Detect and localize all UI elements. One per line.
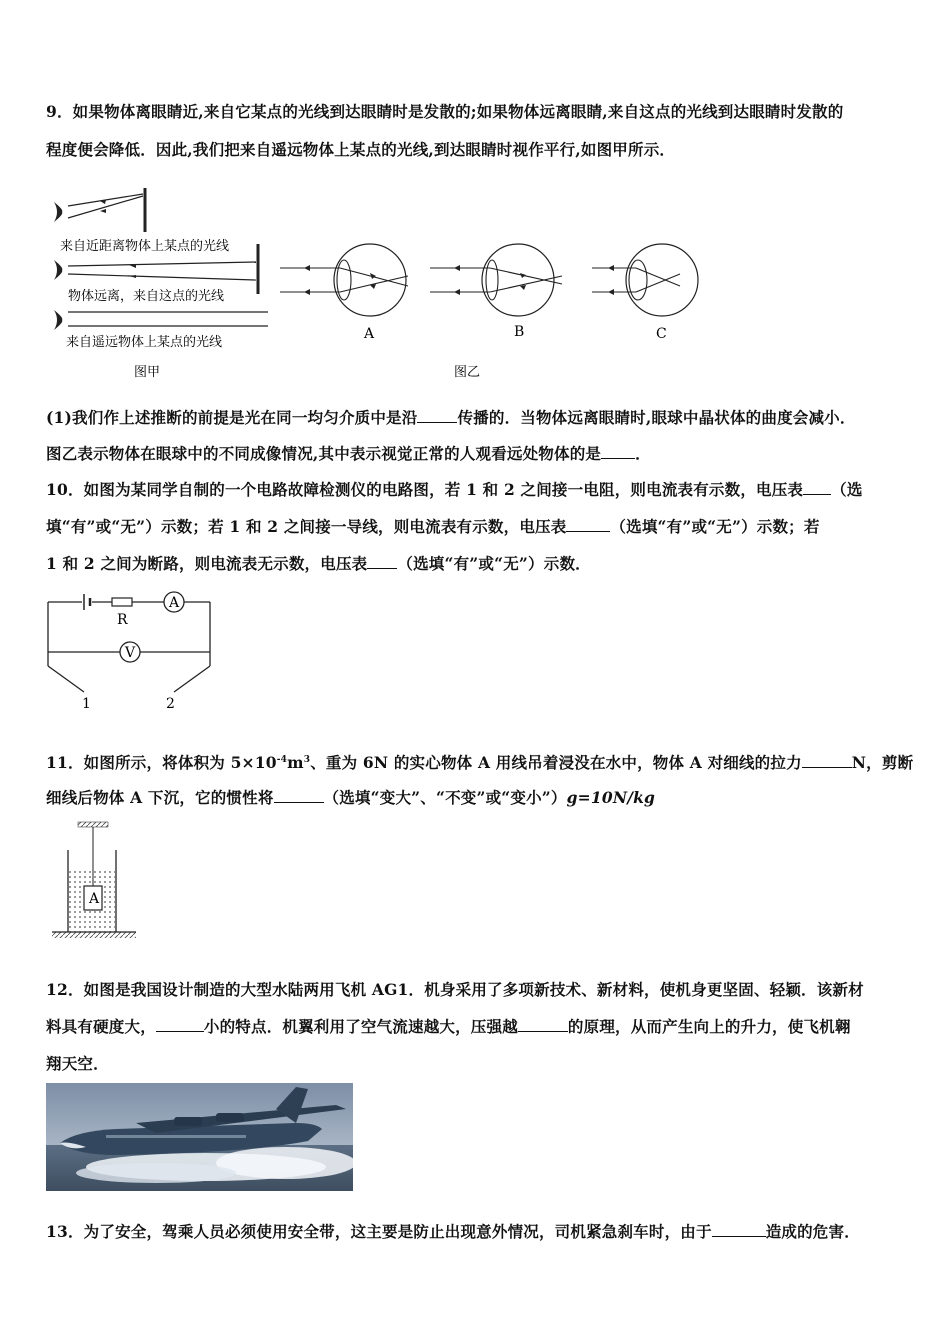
q9-sub1-text-d: ． bbox=[635, 444, 651, 463]
q11-line-2 bbox=[46, 788, 910, 808]
answer-blank[interactable] bbox=[156, 1017, 204, 1032]
figure-jia bbox=[46, 184, 276, 384]
q11-exponent: -4 bbox=[276, 755, 288, 765]
answer-blank[interactable] bbox=[367, 554, 397, 569]
q9-line-1: 9．如果物体离眼睛近,来自它某点的光线到达眼睛时是发散的;如果物体远离眼睛,来自这点的光线到达眼睛时发散的 bbox=[46, 102, 844, 121]
q10-text-d: （选填“有”或“无”）示数；若 bbox=[610, 517, 820, 536]
circuit-diagram bbox=[40, 590, 220, 720]
answer-blank[interactable] bbox=[803, 480, 831, 495]
q12-line-1: 12．如图是我国设计制造的大型水陆两用飞机 AG1．机身采用了多项新技术、新材料，使机身更坚固、轻颖．该新材 bbox=[46, 980, 864, 999]
eye-icon bbox=[54, 310, 62, 330]
q11-exponent-2: 3 bbox=[303, 755, 311, 765]
q11-gravity: g=10N/kg bbox=[566, 788, 656, 807]
q10-line-2 bbox=[46, 517, 910, 537]
eye-diagram-a bbox=[280, 244, 408, 342]
fig-jia-label-2: 物体远离，来自这点的光线 bbox=[68, 289, 225, 304]
q11-text-c: 、重为 6N 的实心物体 A 用线吊着浸没在水中，物体 A 对细线的拉力 bbox=[310, 753, 802, 773]
q10-text-b: （选 bbox=[831, 480, 863, 499]
q12-line-2 bbox=[46, 1017, 910, 1037]
eye-icon bbox=[54, 260, 62, 280]
q12-text-c: 的原理，从而产生向上的升力，使飞机翱 bbox=[567, 1017, 851, 1036]
q12-text-a: 料具有硬度大， bbox=[46, 1017, 156, 1036]
q9-sub1-text-a: (1)我们作上述推断的前提是光在同一均匀介质中是沿 bbox=[46, 408, 418, 427]
q9-sub1-text-b: 传播的．当物体远离眼睛时,眼球中晶状体的曲度会减小． bbox=[457, 408, 856, 427]
terminal-1-label: 1 bbox=[82, 696, 91, 712]
q10-line-3 bbox=[46, 554, 910, 574]
answer-blank[interactable] bbox=[601, 444, 635, 459]
eye-label-b: B bbox=[514, 324, 525, 340]
object-a-label: A bbox=[89, 891, 100, 907]
q11-text-e: 细线后物体 A 下沉，它的惯性将 bbox=[46, 788, 274, 807]
container-figure bbox=[48, 820, 148, 946]
answer-blank[interactable] bbox=[518, 1017, 568, 1032]
fig-yi-caption: 图乙 bbox=[454, 365, 481, 380]
terminal-2-label: 2 bbox=[166, 696, 175, 712]
seaplane-photo bbox=[46, 1083, 353, 1191]
eye-label-a: A bbox=[364, 326, 375, 342]
q10-text-a: 10．如图为某同学自制的一个电路故障检测仪的电路图，若 1 和 2 之间接一电阻，则电流表有示数，电压表 bbox=[46, 480, 804, 499]
eye-icon bbox=[54, 202, 62, 222]
resistor-label: R bbox=[117, 612, 128, 628]
fig-jia-label-1: 来自近距离物体上某点的光线 bbox=[60, 239, 230, 254]
eye-diagram-c bbox=[592, 244, 698, 342]
eye-label-c: C bbox=[656, 326, 667, 342]
q10-text-c: 填“有”或“无”）示数；若 1 和 2 之间接一导线，则电流表有示数，电压表 bbox=[46, 517, 567, 536]
ammeter-label: A bbox=[169, 595, 180, 611]
q10-text-f: （选填“有”或“无”）示数． bbox=[397, 554, 591, 573]
answer-blank[interactable] bbox=[712, 1222, 766, 1237]
fig-jia-label-3: 来自遥远物体上某点的光线 bbox=[66, 335, 223, 350]
voltmeter-label: V bbox=[125, 645, 136, 661]
figure-yi bbox=[280, 236, 710, 386]
q13-text-a: 13．为了安全，驾乘人员必须使用安全带，这主要是防止出现意外情况，司机紧急刹车时，由于 bbox=[46, 1222, 712, 1241]
q11-text-d: N，剪断 bbox=[851, 753, 914, 773]
answer-blank[interactable] bbox=[417, 408, 457, 423]
q12-line-3: 翔天空． bbox=[46, 1054, 109, 1073]
q10-line-1 bbox=[46, 480, 910, 500]
q11-unit-m: m bbox=[287, 753, 304, 773]
q13-line-1 bbox=[46, 1222, 910, 1242]
q13-text-b: 造成的危害． bbox=[765, 1222, 860, 1241]
q9-sub1-text-c: 图乙表示物体在眼球中的不同成像情况,其中表示视觉正常的人观看远处物体的是 bbox=[46, 444, 602, 463]
eye-diagram-b bbox=[430, 244, 562, 340]
q12-text-b: 小的特点．机翼利用了空气流速越大，压强越 bbox=[203, 1017, 518, 1036]
q9-line-2: 程度便会降低．因此,我们把来自遥远物体上某点的光线,到达眼睛时视作平行,如图甲所示． bbox=[46, 140, 676, 159]
answer-blank[interactable] bbox=[274, 788, 324, 803]
q9-sub1-line-2 bbox=[46, 444, 910, 464]
q11-line-1 bbox=[46, 750, 914, 773]
q11-text-a: 11．如图所示，将体积为 5×10 bbox=[46, 753, 277, 773]
fig-jia-caption: 图甲 bbox=[134, 365, 161, 380]
resistor-icon bbox=[112, 598, 132, 606]
answer-blank[interactable] bbox=[566, 517, 610, 532]
q9-sub1-line-1 bbox=[46, 408, 910, 428]
q10-text-e: 1 和 2 之间为断路，则电流表无示数，电压表 bbox=[46, 554, 368, 573]
answer-blank[interactable] bbox=[802, 753, 852, 768]
q11-text-f: （选填“变大”、“不变”或“变小”） bbox=[323, 788, 567, 807]
